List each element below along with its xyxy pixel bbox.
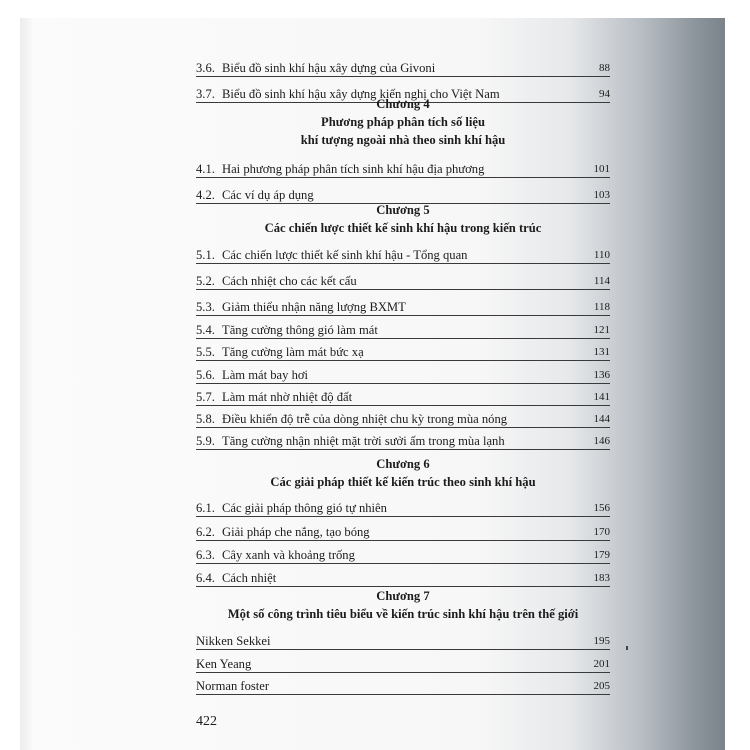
leader-rule: [196, 694, 610, 695]
toc-entry: [196, 343, 610, 361]
chapter-title: Các giải pháp thiết kế kiến trúc theo sinh khí hậu: [270, 475, 536, 489]
entry-title: Biểu đồ sinh khí hậu xây dựng của Givoni: [222, 61, 436, 75]
toc-entry: [196, 298, 610, 316]
entry-number: 5.9.: [196, 434, 215, 448]
entry-number: 3.6.: [196, 61, 215, 75]
toc-entry: [196, 655, 610, 673]
entry-title: Các giải pháp thông gió tự nhiên: [222, 501, 387, 515]
entry-number: 5.1.: [196, 248, 215, 262]
leader-rule: [196, 405, 610, 406]
entry-title: Các ví dụ áp dụng: [222, 188, 314, 202]
leader-rule: [196, 263, 610, 264]
entry-number: 5.7.: [196, 390, 215, 404]
toc-entry: [196, 569, 610, 587]
entry-page: 141: [593, 391, 610, 403]
chapter-title: Một số công trình tiêu biểu về kiến trúc sinh khí hậu trên thế giới: [227, 607, 579, 621]
entry-title: Tăng cường thông gió làm mát: [222, 323, 378, 337]
toc-entry: [196, 546, 610, 564]
entry-title: Tăng cường làm mát bức xạ: [222, 345, 364, 359]
entry-number: 5.8.: [196, 412, 215, 426]
toc-entry: [196, 499, 610, 517]
entry-page: 131: [593, 346, 610, 358]
chapter-title: Phương pháp phân tích số liệu: [321, 115, 485, 129]
print-mark: [626, 646, 628, 650]
toc-entry: [196, 366, 610, 384]
entry-title: Tăng cường nhận nhiệt mặt trời sưởi ấm trong mùa lạnh: [222, 434, 505, 448]
entry-number: 6.3.: [196, 548, 215, 562]
entry-page: 183: [593, 572, 610, 584]
entry-title: Giảm thiểu nhận năng lượng BXMT: [222, 300, 406, 314]
entry-number: 4.1.: [196, 162, 215, 176]
chapter-heading: Chương 5: [376, 203, 430, 217]
toc-entry: [196, 246, 610, 264]
toc-entry: [196, 523, 610, 541]
entry-number: 5.3.: [196, 300, 215, 314]
book-page: [20, 18, 725, 750]
entry-title: Hai phương pháp phân tích sinh khí hậu địa phương: [222, 162, 485, 176]
entry-title: Ken Yeang: [196, 657, 252, 671]
leader-rule: [196, 672, 610, 673]
entry-number: 6.4.: [196, 571, 215, 585]
toc-entry: [196, 410, 610, 428]
entry-page: 205: [593, 680, 610, 692]
entry-page: 88: [599, 62, 610, 74]
chapter-title: Các chiến lược thiết kế sinh khí hậu trong kiến trúc: [264, 221, 542, 235]
entry-title: Cây xanh và khoảng trống: [222, 548, 355, 562]
toc-entry: [196, 432, 610, 450]
toc-entry: [196, 59, 610, 77]
leader-rule: [196, 449, 610, 450]
entry-page: 201: [593, 658, 610, 670]
leader-rule: [196, 649, 610, 650]
entry-number: 6.1.: [196, 501, 215, 515]
leader-rule: [196, 540, 610, 541]
entry-number: 3.7.: [196, 87, 215, 101]
leader-rule: [196, 177, 610, 178]
entry-title: Các chiến lược thiết kế sinh khí hậu - Tổng quan: [222, 248, 468, 262]
leader-rule: [196, 315, 610, 316]
chapter-heading: Chương 4: [376, 97, 430, 111]
page-number: 422: [196, 714, 217, 729]
entry-number: 5.6.: [196, 368, 215, 382]
leader-rule: [196, 427, 610, 428]
toc-entry: [196, 272, 610, 290]
leader-rule: [196, 516, 610, 517]
entry-page: 110: [593, 249, 610, 261]
chapter-title: khí tượng ngoài nhà theo sinh khí hậu: [300, 133, 506, 147]
toc-entry: [196, 160, 610, 178]
entry-number: 4.2.: [196, 188, 215, 202]
entry-number: 6.2.: [196, 525, 215, 539]
entry-number: 5.2.: [196, 274, 215, 288]
leader-rule: [196, 76, 610, 77]
toc-entry: [196, 677, 610, 695]
leader-rule: [196, 563, 610, 564]
page-gutter: [20, 18, 32, 750]
entry-title: Điều khiển độ trễ của dòng nhiệt chu kỳ trong mùa nóng: [222, 412, 508, 426]
entry-page: 114: [593, 275, 610, 287]
entry-page: 103: [593, 189, 610, 201]
entry-number: 5.5.: [196, 345, 215, 359]
entry-page: 156: [593, 502, 610, 514]
entry-page: 94: [599, 88, 610, 100]
chapter-heading: Chương 6: [376, 457, 430, 471]
entry-page: 118: [593, 301, 610, 313]
entry-title: Nikken Sekkei: [196, 634, 271, 648]
entry-page: 170: [593, 526, 610, 538]
leader-rule: [196, 383, 610, 384]
leader-rule: [196, 360, 610, 361]
entry-number: 5.4.: [196, 323, 215, 337]
entry-page: 121: [593, 324, 610, 336]
entry-title: Biểu đồ sinh khí hậu xây dựng kiến nghị cho Việt Nam: [222, 87, 500, 101]
entry-title: Cách nhiệt: [222, 571, 277, 585]
leader-rule: [196, 338, 610, 339]
entry-page: 146: [593, 435, 610, 447]
toc-entry: [196, 388, 610, 406]
chapter-heading: Chương 7: [376, 589, 430, 603]
entry-title: Làm mát nhờ nhiệt độ đất: [222, 390, 353, 404]
entry-page: 101: [593, 163, 610, 175]
toc-entry: [196, 632, 610, 650]
entry-title: Norman foster: [196, 679, 270, 693]
entry-title: Giải pháp che nắng, tạo bóng: [222, 525, 370, 539]
entry-page: 136: [593, 369, 610, 381]
entry-title: Cách nhiệt cho các kết cấu: [222, 274, 357, 288]
leader-rule: [196, 289, 610, 290]
entry-title: Làm mát bay hơi: [222, 368, 309, 382]
entry-page: 195: [593, 635, 610, 647]
entry-page: 179: [593, 549, 610, 561]
entry-page: 144: [593, 413, 610, 425]
toc-entry: [196, 321, 610, 339]
